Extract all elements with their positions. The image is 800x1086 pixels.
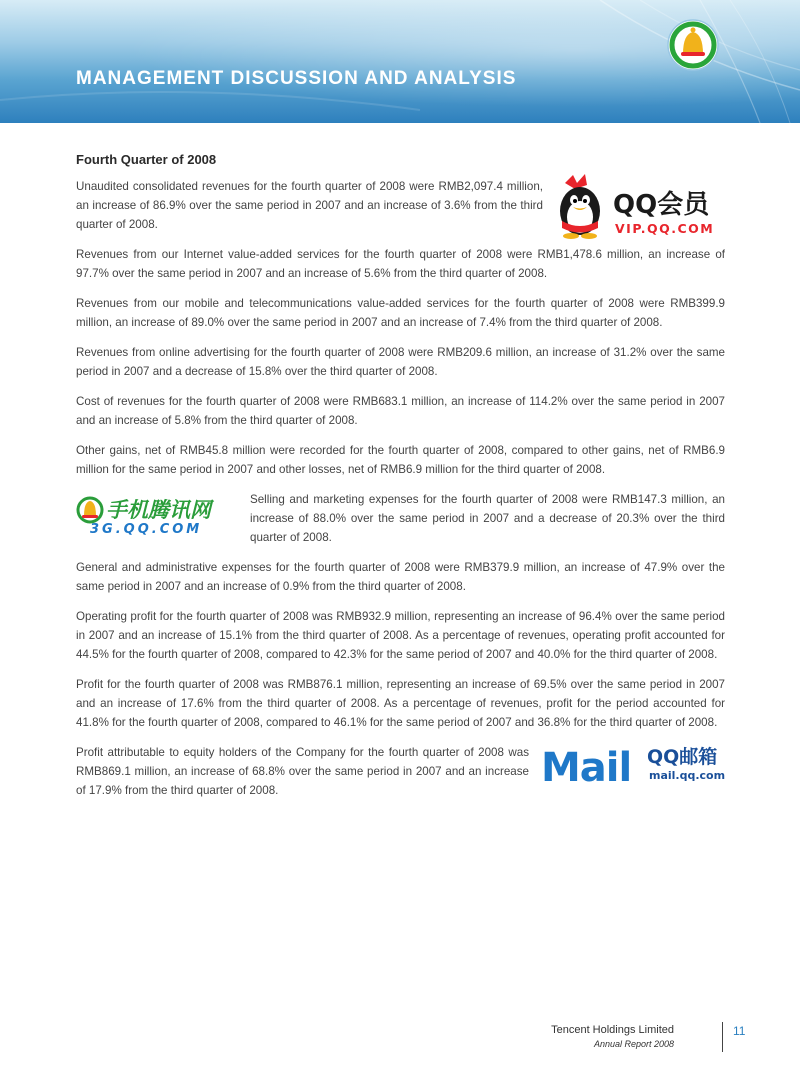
paragraph-cost-of-revenues: Cost of revenues for the fourth quarter of 2008 were RMB683.1 million, an increase of 114.2% over the same period in 2007 and an increase of 5.8% from the third quarter of 2008. bbox=[76, 395, 725, 427]
paragraph-profit: Profit for the fourth quarter of 2008 was RMB876.1 million, representing an increase of 69.5% over the same period in 2007 and an increase of 17.6% from the third quarter of 2008. As a percentage of revenues, profit for the period accounted for 41.8% for the fourth quarter of 2008, compared to 46.1% for the same period of 2007 and 36.8% for the third quarter of 2008. bbox=[76, 678, 725, 729]
paragraph-other-gains: Other gains, net of RMB45.8 million were recorded for the fourth quarter of 2008, compared to other gains, net of RMB6.9 million for the same period in 2007 and other losses, net of RMB6.9 million for the third quarter of 2008. bbox=[76, 444, 725, 476]
paragraph-general-admin: General and administrative expenses for the fourth quarter of 2008 were RMB379.9 million, an increase of 47.9% over the same period in 2007 and an increase of 0.9% from the third quarter of 2008. bbox=[76, 561, 725, 593]
mail-url-text: mail.qq.com bbox=[649, 769, 725, 782]
mail-brand-left-text: Mail bbox=[541, 745, 632, 789]
qq-logo-icon bbox=[666, 18, 720, 72]
qq-vip-url-text: VIP.QQ.COM bbox=[615, 221, 715, 236]
footer-divider bbox=[722, 1022, 723, 1052]
paragraph-operating-profit: Operating profit for the fourth quarter of 2008 was RMB932.9 million, representing an increase of 96.4% over the same period in 2007 and an increase of 15.1% from the third quarter of 2008. As a percentage of revenues, operating profit accounted for 44.5% for the fourth quarter of 2008, compared to 42.3% for the same period of 2007 and 40.0% for the third quarter of 2008. bbox=[76, 610, 725, 661]
penguin-mascot-icon bbox=[560, 174, 600, 239]
paragraph-ivas-revenues: Revenues from our Internet value-added services for the fourth quarter of 2008 were RMB1,478.6 million, an increase of 97.7% over the same period in 2007 and an increase of 5.6% from the third quarter of 2008. bbox=[76, 248, 725, 280]
qq-mail-logo bbox=[541, 739, 725, 789]
mobile-qq-url-text: 3G.QQ.COM bbox=[90, 522, 203, 536]
main-content bbox=[76, 152, 725, 811]
paragraph-revenues: Unaudited consolidated revenues for the fourth quarter of 2008 were RMB2,097.4 million, an increase of 86.9% over the same period in 2007 and an increase of 3.6% from the third quarter of 2008. bbox=[76, 180, 543, 231]
header-banner bbox=[0, 0, 800, 123]
subheading: Fourth Quarter of 2008 bbox=[76, 152, 217, 167]
section-title: MANAGEMENT DISCUSSION AND ANALYSIS bbox=[76, 68, 517, 89]
qq-bell-icon bbox=[78, 498, 102, 522]
qq-vip-logo bbox=[555, 173, 725, 239]
paragraph-advertising-revenues: Revenues from online advertising for the fourth quarter of 2008 were RMB209.6 million, an increase of 31.2% over the same period in 2007 and a decrease of 15.8% over the third quarter of 2008. bbox=[76, 346, 725, 378]
qq-vip-brand-text: QQ会员 bbox=[613, 190, 710, 220]
footer-report-title: Annual Report 2008 bbox=[593, 1039, 674, 1049]
paragraph-mvas-revenues: Revenues from our mobile and telecommunications value-added services for the fourth quarter of 2008 were RMB399.9 million, an increase of 89.0% over the same period in 2007 and an increase of 7.4% from the third quarter of 2008. bbox=[76, 297, 725, 329]
footer-company: Tencent Holdings Limited bbox=[551, 1024, 674, 1036]
mail-brand-right-text: QQ邮箱 bbox=[647, 746, 718, 768]
page-number: 11 bbox=[733, 1024, 746, 1038]
mobile-qq-3g-logo bbox=[76, 492, 238, 536]
mobile-qq-brand-text: 手机腾讯网 bbox=[106, 498, 211, 522]
paragraph-selling-marketing: Selling and marketing expenses for the fourth quarter of 2008 were RMB147.3 million, an increase of 88.0% over the same period in 2007 and a decrease of 20.3% over the third quarter of 2008. bbox=[250, 493, 725, 544]
page-footer bbox=[551, 1024, 760, 1054]
paragraph-profit-attributable: Profit attributable to equity holders of the Company for the fourth quarter of 2008 was RMB869.1 million, an increase of 68.8% over the same period in 2007 and an increase of 17.9% from the third quarter of 2008. bbox=[76, 746, 529, 797]
